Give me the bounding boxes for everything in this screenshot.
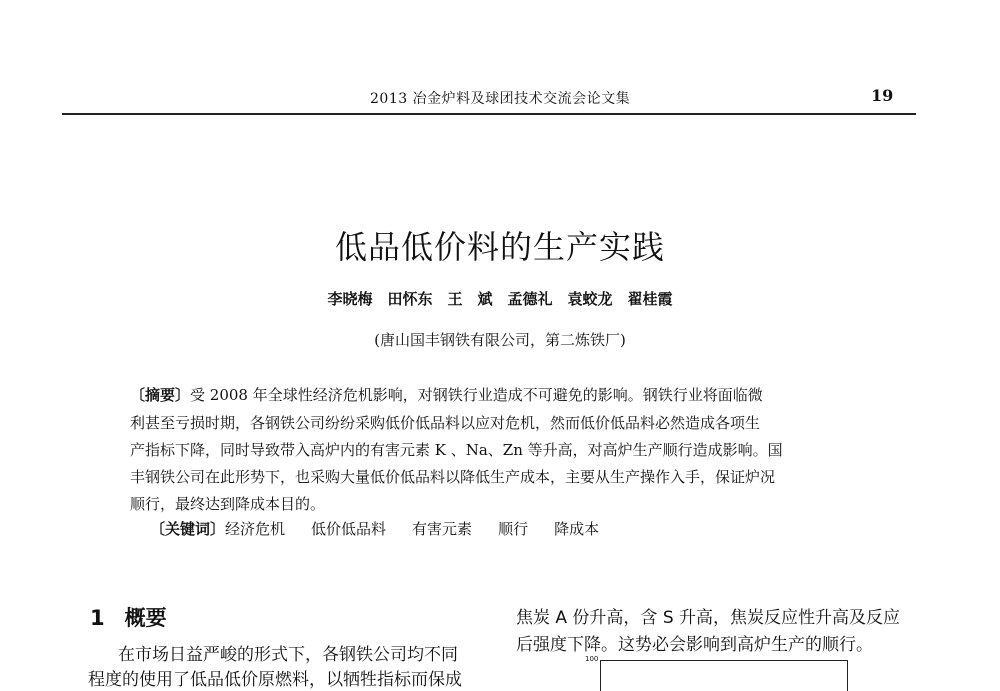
- keyword: 降成本: [554, 520, 600, 538]
- keywords: [150, 518, 625, 539]
- abstract-line-5: 顺行，最终达到降成本目的。: [130, 495, 326, 513]
- affiliation: (唐山国丰钢铁有限公司，第二炼铁厂): [374, 331, 626, 349]
- keywords-label: 〔关键词〕: [150, 520, 226, 538]
- abstract-line-1: [130, 384, 763, 405]
- body-line-right-1: 焦炭 A 份升高，含 S 升高，焦炭反应性升高及反应: [516, 608, 901, 628]
- keyword: 经济危机: [225, 520, 286, 538]
- body-line-right-2: 后强度下降。这势必会影响到高炉生产的顺行。: [516, 635, 873, 655]
- section-heading: [90, 602, 167, 632]
- keyword: 顺行: [498, 520, 529, 538]
- keyword: 有害元素: [412, 520, 473, 538]
- abstract-text: 受 2008 年全球性经济危机影响，对钢铁行业造成不可避免的影响。钢铁行业将面临微: [190, 386, 763, 404]
- body-line-left-2: 程度的使用了低品低价原燃料，以牺牲指标而保成: [88, 670, 462, 690]
- paper-title: 低品低价料的生产实践: [334, 228, 665, 266]
- chart-frame: [600, 660, 848, 691]
- keyword: 低价低品料: [311, 520, 387, 538]
- abstract-line-3: 产指标下降，同时导致带入高炉内的有害元素 K 、Na、Zn 等升高，对高炉生产顺行造成影响。国: [130, 441, 783, 459]
- abstract-line-4: 丰钢铁公司在此形势下，也采购大量低价低品料以降低生产成本，主要从生产操作入手，保证炉况: [130, 468, 776, 486]
- body-line-left-1: 在市场日益严峻的形式下，各钢铁公司均不同: [118, 645, 458, 665]
- page-number: 19: [871, 86, 894, 105]
- header-rule: [62, 113, 916, 115]
- author-list: 李晓梅 田怀东 王 斌 孟德礼 袁蛟龙 翟桂霞: [327, 290, 673, 308]
- abstract-line-2: 利甚至亏损时期，各钢铁公司纷纷采购低价低品料以应对危机，然而低价低品料必然造成各项生: [130, 414, 761, 432]
- chart-y-tick-label: 100: [585, 655, 599, 663]
- section-number: 1: [90, 606, 105, 630]
- section-title: 概要: [124, 606, 167, 630]
- abstract-label: 〔摘要〕: [130, 386, 191, 404]
- running-header: 2013 冶金炉料及球团技术交流会论文集: [370, 91, 631, 107]
